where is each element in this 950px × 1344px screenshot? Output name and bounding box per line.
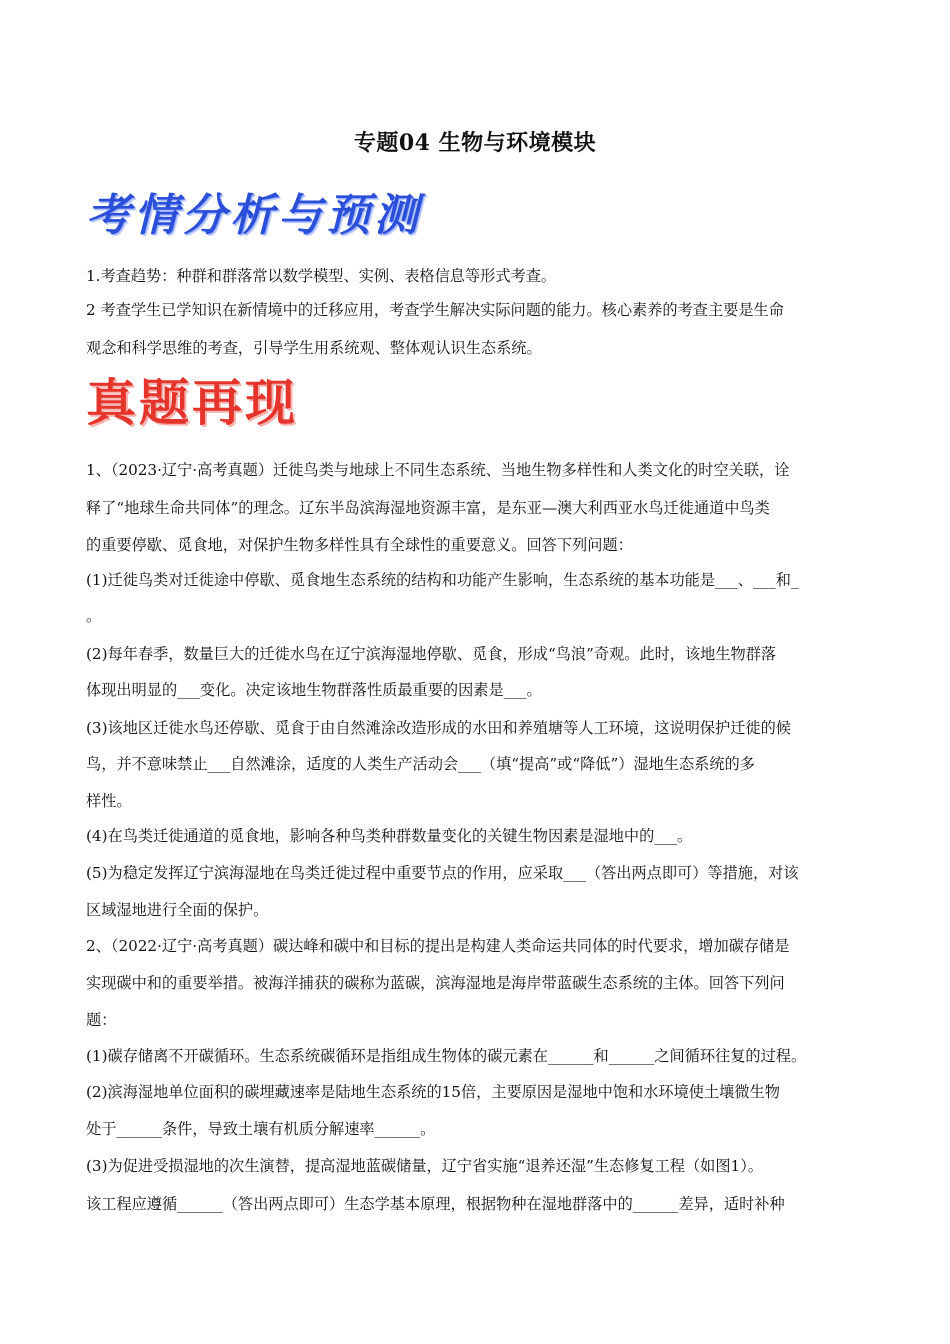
question-line: 样性。	[86, 792, 132, 810]
question-line: 体现出明显的___变化。决定该地生物群落性质最重要的因素是___。	[86, 681, 542, 699]
question-line: 。	[86, 607, 102, 625]
question-line: 2、（2022·辽宁·高考真题）碳达峰和碳中和目标的提出是构建人类命运共同体的时代要求，增加碳存储是	[86, 937, 790, 955]
analysis-line: 1.考查趋势：种群和群落常以数学模型、实例、表格信息等形式考查。	[86, 267, 557, 285]
analysis-banner: 考情分析与预测	[86, 190, 422, 241]
analysis-line: 观念和科学思维的考查，引导学生用系统观、整体观认识生态系统。	[86, 339, 542, 357]
analysis-line: 2 考查学生已学知识在新情境中的迁移应用，考查学生解决实际问题的能力。核心素养的考查主要是生命	[86, 301, 784, 319]
question-line: 释了“地球生命共同体”的理念。辽东半岛滨海湿地资源丰富，是东亚—澳大利西亚水鸟迁徙通道中鸟类	[86, 499, 770, 517]
question-line: 题：	[86, 1011, 117, 1029]
question-line: (5)为稳定发挥辽宁滨海湿地在鸟类迁徙过程中重要节点的作用，应采取___（答出两点即可）等措施，对该	[86, 864, 799, 882]
question-line: (2)每年春季，数量巨大的迁徙水鸟在辽宁滨海湿地停歇、觅食，形成“鸟浪”奇观。此时，该地生物群落	[86, 645, 777, 663]
question-line: (3)该地区迁徙水鸟还停歇、觅食于由自然滩涂改造形成的水田和养殖塘等人工环境，这说明保护迁徙的候	[86, 719, 791, 737]
page-title: 专题04 生物与环境模块	[353, 130, 597, 156]
question-line: (1)迁徙鸟类对迁徙途中停歇、觅食地生态系统的结构和功能产生影响，生态系统的基本功能是___、___和_	[86, 571, 799, 589]
question-line: 该工程应遵循______（答出两点即可）生态学基本原理，根据物种在湿地群落中的______差异，适时补种	[86, 1195, 785, 1213]
question-line: 1、（2023·辽宁·高考真题）迁徙鸟类与地球上不同生态系统、当地生物多样性和人类文化的时空关联，诠	[86, 461, 790, 479]
question-line: (2)滨海湿地单位面积的碳埋藏速率是陆地生态系统的15倍，主要原因是湿地中饱和水环境使土壤微生物	[86, 1083, 780, 1101]
question-line: (1)碳存储离不开碳循环。生态系统碳循环是指组成生物体的碳元素在______和______之间循环往复的过程。	[86, 1047, 807, 1065]
question-line: 鸟，并不意味禁止___自然滩涂，适度的人类生产活动会___（填“提高”或“降低”）湿地生态系统的多	[86, 755, 755, 773]
question-line: (3)为促进受损湿地的次生演替，提高湿地蓝碳储量，辽宁省实施“退养还湿”生态修复工程（如图1）。	[86, 1157, 763, 1175]
question-line: 实现碳中和的重要举措。被海洋捕获的碳称为蓝碳，滨海湿地是海岸带蓝碳生态系统的主体。回答下列问	[86, 974, 785, 992]
question-line: 的重要停歇、觅食地，对保护生物多样性具有全球性的重要意义。回答下列问题：	[86, 536, 633, 554]
exam-banner: 真题再现	[86, 373, 298, 432]
question-line: (4)在鸟类迁徙通道的觅食地，影响各种鸟类种群数量变化的关键生物因素是湿地中的___。	[86, 827, 693, 845]
question-line: 处于______条件，导致土壤有机质分解速率______。	[86, 1120, 436, 1138]
question-line: 区域湿地进行全面的保护。	[86, 901, 269, 919]
